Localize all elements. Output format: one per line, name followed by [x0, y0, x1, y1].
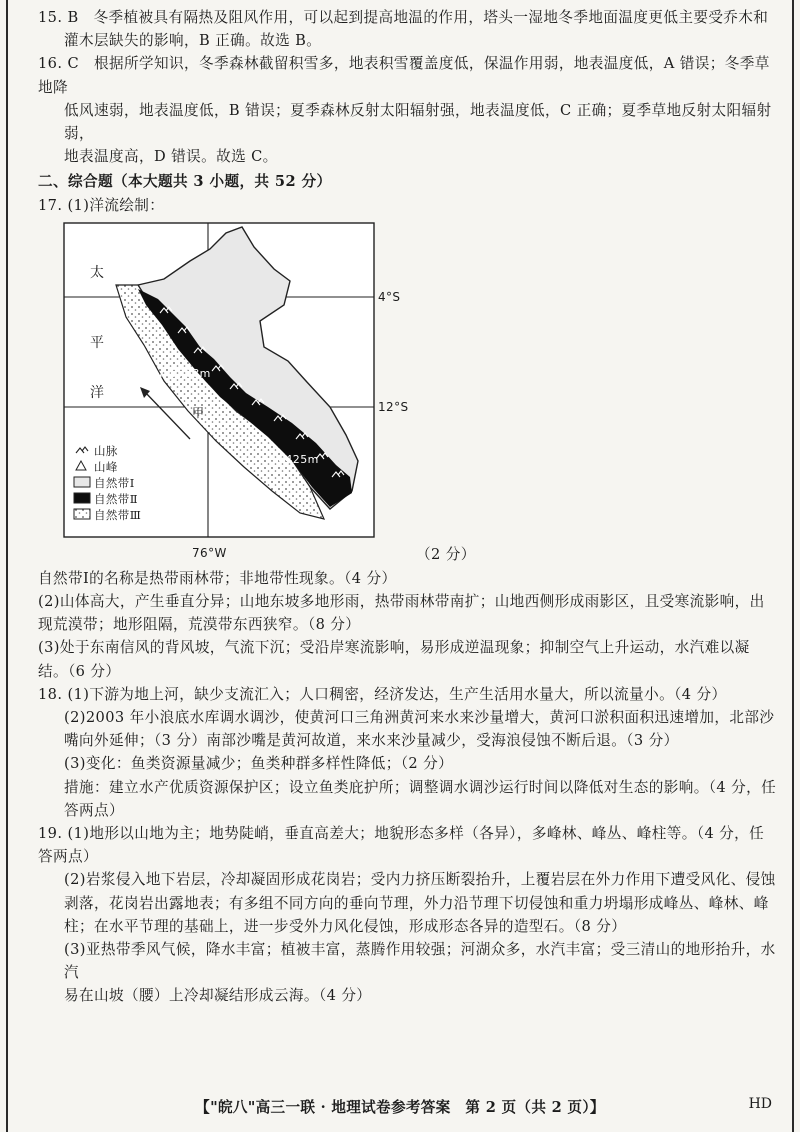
legend-mountain-label: 山脉	[94, 443, 118, 458]
q19-part2-line1: (2)岩浆侵入地下岩层，冷却凝固形成花岗岩；受内力挤压断裂抬升，上覆岩层在外力作用下遭受风化、侵蚀	[64, 871, 776, 889]
q17-part1-label: 17. (1)洋流绘制：	[38, 196, 165, 214]
q19-part3-line2: 易在山坡（腰）上冷却凝结形成云海。（4 分）	[64, 987, 372, 1005]
q19-part2-line2: 剥落，花岗岩出露地表；有多组不同方向的垂向节理，外力沿节理下切侵蚀和重力坍塌形成峰丛、峰林、峰	[64, 894, 769, 912]
q18-part2-line1: (2)2003 年小浪底水库调水调沙，使黄河口三角洲黄河来水来沙量增大，黄河口淤积面积迅速增加，北部沙	[64, 709, 775, 727]
q18-part3-line1: (3)变化：鱼类资源量减少；鱼类种群多样性降低；（2 分）	[64, 755, 454, 773]
q18-part3-line3: 答两点）	[64, 801, 124, 819]
q17-part3-line1: (3)处于东南信风的背风坡，气流下沉；受沿岸寒流影响，易形成逆温现象；抑制空气上升运动，水汽难以凝	[38, 639, 750, 657]
peru-map	[60, 221, 452, 565]
q17-part3-line2: 结。（6 分）	[38, 662, 121, 680]
q19-part2-line3: 柱；在水平节理的基础上，进一步受外力风化侵蚀，形成形态各异的造型石。（8 分）	[64, 917, 627, 935]
lat-label-4s: 4°S	[378, 289, 401, 304]
legend-zone1-label: 自然带Ⅰ	[94, 475, 135, 490]
legend-zone2-label: 自然带Ⅱ	[94, 491, 138, 506]
answer-content	[38, 6, 778, 1008]
legend-zone2-swatch	[74, 493, 90, 503]
legend-peak-label: 山峰	[94, 459, 118, 474]
ocean-label-yang: 洋	[90, 384, 105, 401]
legend-zone3-swatch	[74, 509, 90, 519]
map-score: （2 分）	[416, 545, 476, 563]
q16-line2: 低风速弱，地表温度低，B 错误；夏季森林反射太阳辐射强，地表温度低，C 正确；夏季草地反射太阳辐射弱，	[64, 101, 772, 143]
ocean-label-ping: 平	[90, 334, 105, 351]
ocean-label-tai: 太	[90, 264, 105, 281]
lon-label-76w: 76°W	[192, 545, 227, 560]
q18-part3-line2: 措施：建立水产优质资源保护区；设立鱼类庇护所；调整调水调沙运行时间以降低对生态的影响。（4 分，任	[64, 778, 777, 796]
page-border-right	[792, 0, 794, 1132]
peak-label-1: 6768m	[170, 366, 211, 380]
q17-figure	[38, 221, 778, 565]
q15-line1: 15. B 冬季植被具有隔热及阻风作用，可以起到提高地温的作用，塔头一湿地冬季地面温度更低主要受乔木和	[38, 9, 769, 26]
footer-code: HD	[748, 1096, 772, 1112]
q19-part3-line1: (3)亚热带季风气候，降水丰富；植被丰富，蒸腾作用较强；河湖众多，水汽丰富；受三清山的地形抬升，水汽	[64, 941, 776, 982]
q18-part2-line2: 嘴向外延伸；（3 分）南部沙嘴是黄河故道，来水来沙量减少，受海浪侵蚀不断后退。（3 分）	[64, 732, 679, 750]
point-label-jia: 甲	[192, 405, 205, 420]
q17-part1-text: 自然带Ⅰ的名称是热带雨林带；非地带性现象。（4 分）	[38, 569, 397, 587]
q18-part1: 18. (1)下游为地上河，缺少支流汇入；人口稠密，经济发达，生产生活用水量大，所以流量小。（4 分）	[38, 685, 727, 703]
q17-part2-line1: (2)山体高大，产生垂直分异；山地东坡多地形雨，热带雨林带南扩；山地西侧形成雨影区，且受寒流影响，出	[38, 593, 765, 611]
q16-line3: 地表温度高，D 错误。故选 C。	[64, 148, 278, 166]
legend-zone1-swatch	[74, 477, 90, 487]
lat-label-12s: 12°S	[378, 399, 409, 414]
page-footer: 【"皖八"高三一联 · 地理试卷参考答案 第 2 页（共 2 页）】	[195, 1099, 605, 1116]
q15-line2: 灌木层缺失的影响，B 正确。故选 B。	[64, 32, 322, 50]
legend-zone3-label: 自然带Ⅲ	[94, 507, 142, 522]
page-border-left	[6, 0, 8, 1132]
q19-part1: 19. (1)地形以山地为主；地势陡峭，垂直高差大；地貌形态多样（各异），多峰林、峰丛、峰柱等。（4 分，任答两点）	[38, 825, 765, 866]
section2-title: 二、综合题（本大题共 3 小题，共 52 分）	[38, 173, 332, 191]
q17-part2-line2: 现荒漠带；地形阻隔，荒漠带东西狭窄。（8 分）	[38, 616, 361, 634]
q16-line1: 16. C 根据所学知识，冬季森林截留积雪多，地表积雪覆盖度低，保温作用弱，地表温度低，A 错误；冬季草地降	[38, 55, 770, 96]
peak-label-2: 6425m	[278, 452, 319, 466]
